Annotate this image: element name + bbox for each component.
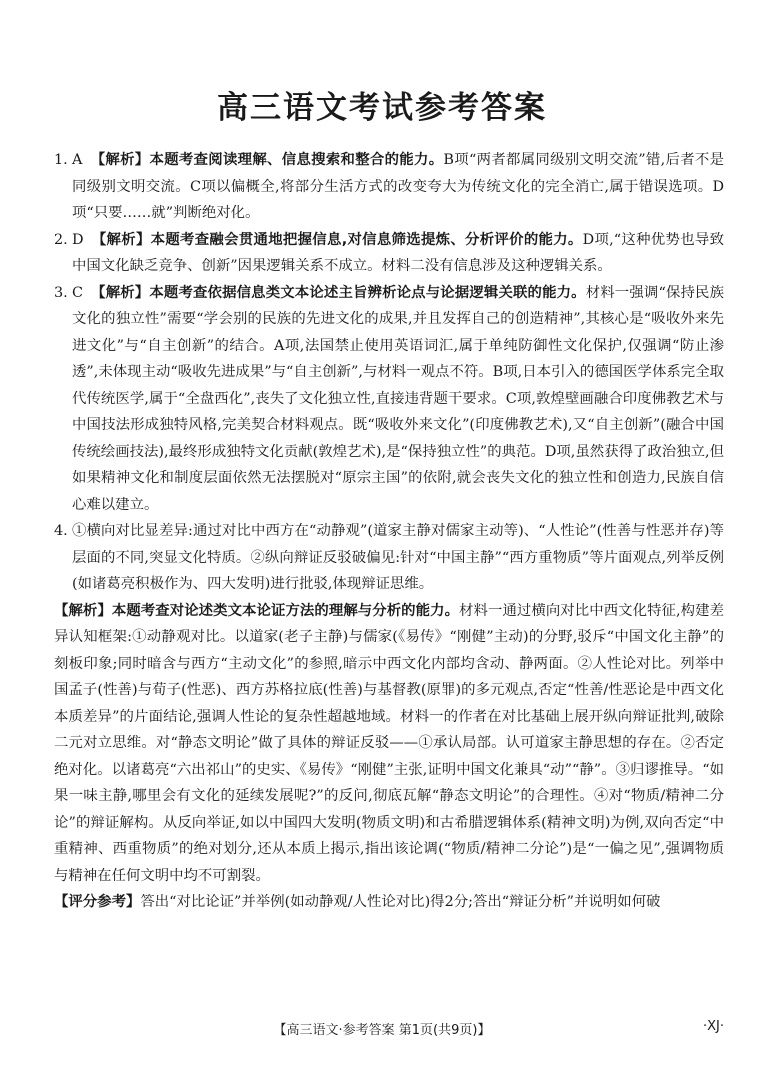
item-number: 3. [54, 284, 68, 301]
item-body [72, 280, 724, 519]
analysis-lead: 本题考查融会贯通地把握信息,对信息筛选提炼、分析评价的能力。 [150, 231, 583, 248]
analysis-text: 材料一通过横向对比中西文化特征,构建差异认知框架:①动静观对比。以道家(老子主静)与儒家(《易传》“刚健”主动)的分野,驳斥“中国文化主静”的刻板印象;同时暗含与西方“主动文化”的参照,暗示中西文化内部均含动、静两面。②人性论对比。列举中国孟子(性善)与荀子(性恶)、西方苏格拉底(性善)与基督教(原罪)的多元观点,否定“性善/性恶论是中西文化本质差异”的片面结论,强调人性论的复杂性超越地域。材料一的作者在对比基础上展开纵向辩证批判,破除二元对立思维。对“静态文明论”做了具体的辩证反驳——①承认局部。认可道家主静思想的存在。②否定绝对化。以诸葛亮“六出祁山”的史实、《易传》“刚健”主张,证明中国文化兼具“动”“静”。③归谬推导。“如果一味主静,哪里会有文化的延续发展呢?”的反问,彻底瓦解“静态文明论”的合理性。④对“物质/精神二分论”的辩证解构。从反向举证,如以中国四大发明(物质文明)和古希腊逻辑体系(精神文明)为例,双向否定“中重精神、西重物质”的绝对划分,还从本质上揭示,指出该论调(“物质/精神二分论”)是“一偏之见”,强调物质与精神在任何文明中均不可割裂。 [54, 602, 724, 884]
page-title: 高三语文考试参考答案 [217, 90, 547, 126]
item-number: 1. [54, 152, 68, 168]
analysis-tag: 【解析】 [54, 602, 112, 619]
analysis-tag: 【解析】 [90, 152, 150, 168]
item-body [72, 518, 724, 598]
answer-item-4 [54, 518, 724, 598]
analysis-text: B项“两者都属同级别文明交流”错,后者不是同级别文明交流。C项以偏概全,将部分生活方式的改变夸大为传统文化的完全消亡,属于错误选项。D项“只要……就”判断绝对化。 [72, 152, 724, 221]
scoring-text: 答出“对比论证”并举例(如动静观/人性论对比)得2分;答出“辩证分析”并说明如何破 [140, 894, 661, 910]
footer-code: ·XJ· [702, 1019, 724, 1034]
answer-text: ①横向对比显差异:通过对比中西方在“动静观”(道家主静对儒家主动等)、“人性论”(性善与性恶并存)等层面的不同,突显文化特质。②纵向辩证反驳破偏见:针对“中国主静”“西方重物质”等片面观点,列举反例(如诸葛亮积极作为、四大发明)进行批驳,体现辩证思维。 [72, 523, 724, 592]
answer-item-1 [54, 147, 724, 227]
answer-choice: C [72, 284, 84, 301]
analysis-lead: 本题考查阅读理解、信息搜索和整合的能力。 [149, 152, 444, 168]
analysis-text: 材料一强调“保持民族文化的独立性”需要“学会别的民族的先进文化的成果,并且发挥自己的创造精神”,其核心是“吸收外来先进文化”与“自主创新”的结合。A项,法国禁止使用英语词汇,属于单纯防御性文化保护,仅强调“防止渗透”,未体现主动“吸收先进成果”与“自主创新”,与材料一观点不符。B项,日本引入的德国医学体系完全取代传统医学,属于“全盘西化”,丧失了文化独立性,直接违背题干要求。C项,敦煌壁画融合印度佛教艺术与中国技法形成独特风格,完美契合材料观点。既“吸收外来文化”(印度佛教艺术),又“自主创新”(融合中国传统绘画技法),最终形成独特文化贡献(敦煌艺术),是“保持独立性”的典范。D项,虽然获得了政治独立,但如果精神文化和制度层面依然无法摆脱对“原宗主国”的依附,就会丧失文化的独立性和创造力,民族自信心难以建立。 [72, 284, 724, 513]
answer-item-3 [54, 280, 724, 519]
scoring-tag: 【评分参考】 [54, 894, 141, 910]
analysis-tag: 【解析】 [91, 284, 150, 301]
analysis-paragraph [54, 598, 724, 890]
analysis-tag: 【解析】 [91, 231, 151, 248]
item-number: 2. [54, 231, 68, 248]
analysis-lead: 本题考查依据信息类文本论述主旨辨析论点与论据逻辑关联的能力。 [149, 284, 586, 301]
answer-content [54, 147, 724, 916]
item-body [72, 227, 724, 280]
analysis-lead: 本题考查对论述类文本论证方法的理解与分析的能力。 [111, 602, 460, 619]
footer-page-label: 【高三语文·参考答案 第1页(共9页)】 [273, 1023, 491, 1038]
item-number: 4. [54, 523, 68, 539]
answer-choice: D [72, 231, 84, 248]
scoring-paragraph [54, 889, 724, 916]
answer-item-2 [54, 227, 724, 280]
analysis-text: D项,“这种优势也导致中国文化缺乏竞争、创新”因果逻辑关系不成立。材料二没有信息涉及这种逻辑关系。 [72, 231, 724, 274]
answer-choice: A [72, 152, 83, 168]
item-body [72, 147, 724, 227]
